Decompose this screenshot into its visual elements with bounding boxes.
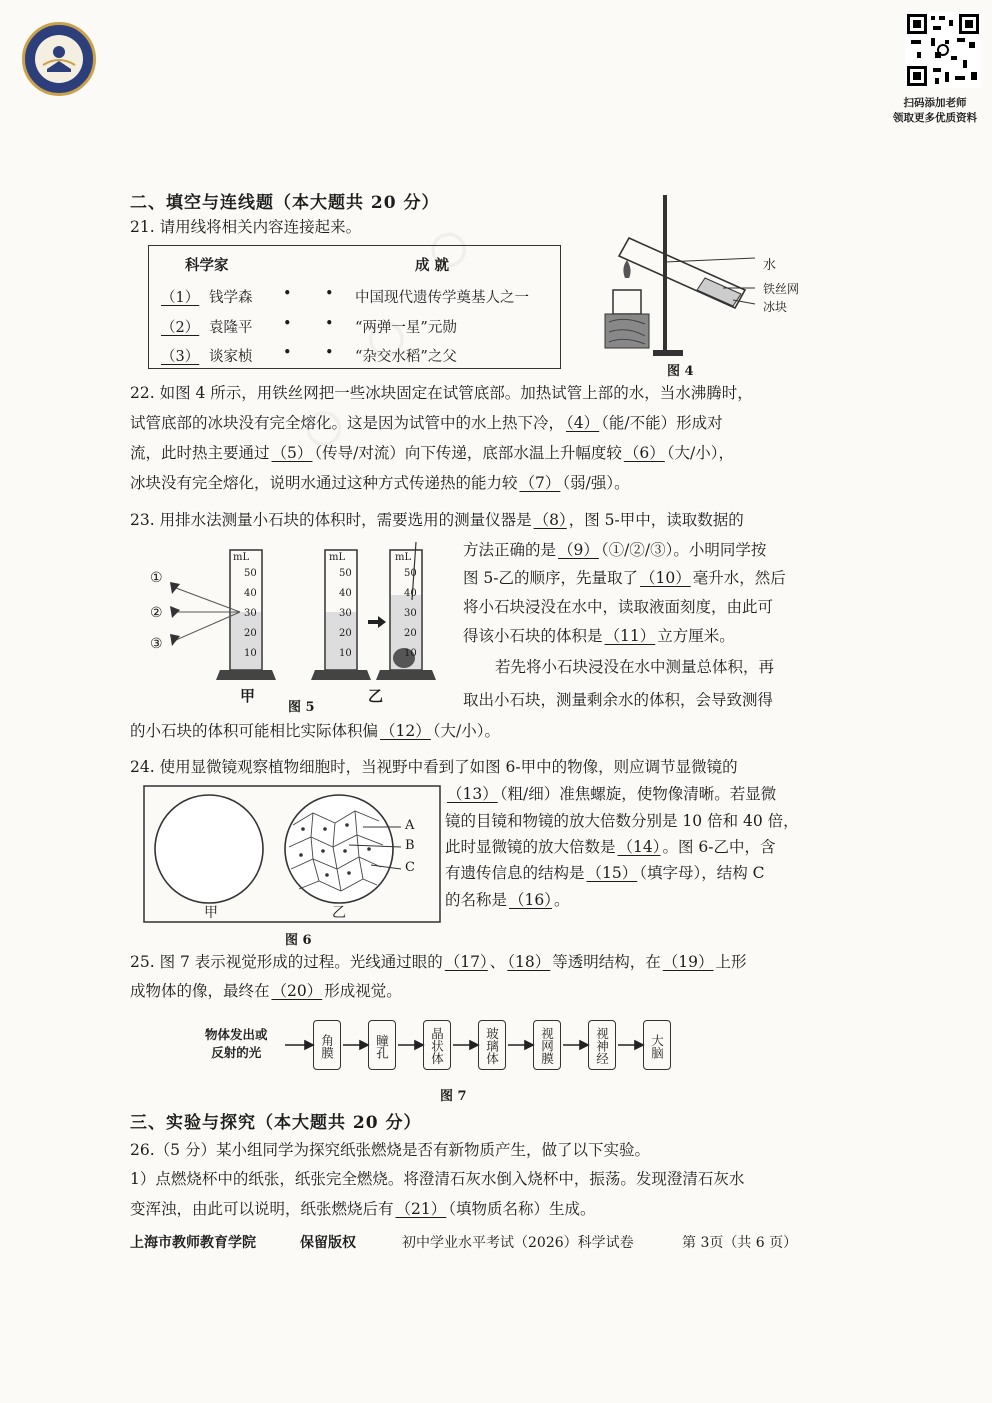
blank-15[interactable]: （15） xyxy=(586,864,638,882)
q21-matching-table xyxy=(148,245,561,369)
q25-text: 等透明结构，在 xyxy=(552,953,661,971)
fig7-caption: 图 7 xyxy=(440,1089,467,1104)
row3-dot-right[interactable]: • xyxy=(325,345,334,361)
footer-rights: 保留版权 xyxy=(300,1235,356,1251)
fig7-step-brain: 大脑 xyxy=(643,1020,671,1070)
q26-text: 变浑浊，由此可以说明，纸张燃烧后有 xyxy=(130,1200,394,1218)
fig6-label-c: C xyxy=(405,860,415,875)
row2-dot-left[interactable]: • xyxy=(283,316,292,332)
qr-caption-line-1: 扫码添加老师 xyxy=(903,97,967,109)
blank-9[interactable]: （9） xyxy=(558,541,599,559)
fig7-step-optic-nerve: 视神经 xyxy=(588,1020,616,1070)
blank-13[interactable]: （13） xyxy=(447,785,498,803)
col-scientist: 科学家 xyxy=(185,257,229,274)
q23-text: 毫升水，然后 xyxy=(692,569,786,587)
q21-stem: 21. 请用线将相关内容连接起来。 xyxy=(130,218,362,236)
q22-text: 冰块没有完全熔化，说明水通过这种方式传递热的能力较 xyxy=(130,474,518,492)
fig4-label-ice: 冰块 xyxy=(763,300,788,314)
q22-text: （传导/对流）向下传递，底部水温上升幅度较 xyxy=(314,444,622,462)
row2-num: （2） xyxy=(161,320,200,336)
fig5-caption: 图 5 xyxy=(288,700,315,715)
q23-text: 的小石块的体积可能相比实际体积偏 xyxy=(130,722,379,740)
blank-10[interactable]: （10） xyxy=(640,569,691,587)
q23-line-3 xyxy=(463,563,786,593)
row1-num: （1） xyxy=(161,290,200,306)
q26-para-1: 1）点燃烧杯中的纸张，纸张完全燃烧。将澄清石灰水倒入烧杯中，振荡。发现澄清石灰水 xyxy=(130,1170,745,1188)
figure-5-diagram xyxy=(140,540,440,710)
blank-14[interactable]: （14） xyxy=(617,838,661,856)
q24-text: 。图 6-乙中，含 xyxy=(662,838,776,856)
tick-label: 10 xyxy=(404,648,417,659)
tick-label: 40 xyxy=(339,588,352,599)
fig5-tick-labels-1 xyxy=(244,564,257,664)
fig6-caption: 图 6 xyxy=(285,933,312,948)
qr-code[interactable] xyxy=(905,12,981,88)
tick-label: 20 xyxy=(244,628,257,639)
blank-21[interactable]: （21） xyxy=(395,1200,447,1218)
figure-4-diagram xyxy=(595,190,805,360)
row1-name: 钱学森 xyxy=(209,290,253,306)
q22-line-2 xyxy=(130,408,723,438)
blank-11[interactable]: （11） xyxy=(604,627,656,645)
q25-text: 形成视觉。 xyxy=(324,982,402,1000)
q23-text: 23. 用排水法测量小石块的体积时，需要选用的测量仪器是 xyxy=(130,511,532,529)
q23-line-4: 将小石块浸没在水中，读取液面刻度，由此可 xyxy=(463,598,774,616)
q25-line-1 xyxy=(130,947,747,977)
tick-label: 50 xyxy=(339,568,352,579)
q25-text: 25. 图 7 表示视觉形成的过程。光线通过眼的 xyxy=(130,953,443,971)
eye-label-1: ① xyxy=(150,570,163,586)
q24-line-5 xyxy=(445,858,765,888)
q22-line-1: 22. 如图 4 所示，用铁丝网把一些冰块固定在试管底部。加热试管上部的水，当水沸腾时， xyxy=(130,384,753,402)
blank-6[interactable]: （6） xyxy=(623,444,665,462)
q22-line-3 xyxy=(130,438,734,468)
fig7-step-cornea: 角膜 xyxy=(313,1020,341,1070)
q23-line-2 xyxy=(463,535,766,565)
q22-text: （大/小）， xyxy=(666,444,734,462)
fig7-step-vitreous: 玻璃体 xyxy=(478,1020,506,1070)
row3-name: 谈家桢 xyxy=(209,349,253,365)
row3-achievement: “杂交水稻”之父 xyxy=(355,349,457,365)
q26-text: （填物质名称）生成。 xyxy=(448,1200,596,1218)
tick-label: 50 xyxy=(404,568,417,579)
blank-7[interactable]: （7） xyxy=(519,474,561,492)
q22-text: （弱/强）。 xyxy=(562,474,630,492)
tick-label: 10 xyxy=(244,648,257,659)
row3-dot-left[interactable]: • xyxy=(283,345,292,361)
q24-text: 有遗传信息的结构是 xyxy=(445,864,585,882)
blank-12[interactable]: （12） xyxy=(380,722,431,740)
tick-label: 20 xyxy=(339,628,352,639)
fig5-unit-label-3: mL xyxy=(395,552,412,563)
row1-dot-left[interactable]: • xyxy=(283,286,292,302)
blank-4[interactable]: （4） xyxy=(566,414,600,432)
fig7-step-retina: 视网膜 xyxy=(533,1020,561,1070)
fig6-label-b: B xyxy=(405,838,415,853)
q24-line-6 xyxy=(445,885,570,915)
q25-text: 成物体的像，最终在 xyxy=(130,982,270,1000)
fig7-start-text xyxy=(205,1026,268,1062)
qr-caption xyxy=(880,96,990,126)
fig4-label-water: 水 xyxy=(763,258,777,273)
q24-text: 此时显微镜的放大倍数是 xyxy=(445,838,616,856)
q23-line-8 xyxy=(130,716,500,746)
tick-label: 20 xyxy=(404,628,417,639)
blank-5[interactable]: （5） xyxy=(271,444,313,462)
q23-line-7: 取出小石块，测量剩余水的体积，会导致测得 xyxy=(463,691,774,709)
row2-dot-right[interactable]: • xyxy=(325,316,334,332)
fig6-label-a: A xyxy=(405,818,415,833)
figure-6-diagram xyxy=(143,785,443,925)
fig5-label-yi: 乙 xyxy=(368,687,384,705)
q23-line-6: 若先将小石块浸没在水中测量总体积，再 xyxy=(495,658,775,676)
q24-text: （粗/细）准焦螺旋，使物像清晰。若显微 xyxy=(499,785,777,803)
q25-text: 、 xyxy=(489,953,506,971)
fig7-start-line-2: 反射的光 xyxy=(211,1045,262,1060)
q25-text: 上形 xyxy=(715,953,747,971)
q23-text: 立方厘米。 xyxy=(657,627,735,645)
fig5-tick-labels-3 xyxy=(404,564,417,664)
blank-8[interactable]: （8） xyxy=(533,511,567,529)
fig7-step-pupil: 瞳孔 xyxy=(368,1020,396,1070)
fig6-label-yi: 乙 xyxy=(332,905,346,921)
q24-line-1: 24. 使用显微镜观察植物细胞时，当视野中看到了如图 6-甲中的物像，则应调节显微镜的 xyxy=(130,758,738,776)
section-2-title: 二、填空与连线题（本大题共 20 分） xyxy=(130,193,440,213)
tick-label: 30 xyxy=(339,608,352,619)
q22-text: 试管底部的冰块没有完全熔化。这是因为试管中的水上热下冷， xyxy=(130,414,565,432)
q26-stem: 26.（5 分）某小组同学为探究纸张燃烧是否有新物质产生，做了以下实验。 xyxy=(130,1141,650,1159)
tick-label: 30 xyxy=(404,608,417,619)
eye-label-2: ② xyxy=(150,605,163,621)
q25-line-2 xyxy=(130,976,402,1006)
section-3-title: 三、实验与探究（本大题共 20 分） xyxy=(130,1113,422,1133)
q23-text: （大/小）。 xyxy=(432,722,500,740)
q24-line-2 xyxy=(445,779,776,809)
fig5-label-jia: 甲 xyxy=(240,687,256,705)
q23-text: （①/②/③）。小明同学按 xyxy=(600,541,767,559)
q26-para-2 xyxy=(130,1194,596,1224)
q23-line-1 xyxy=(130,505,744,535)
q23-line-5 xyxy=(463,621,735,651)
eye-label-3: ③ xyxy=(150,636,163,652)
footer-publisher: 上海市教师教育学院 xyxy=(130,1235,256,1251)
tick-label: 50 xyxy=(244,568,257,579)
fig5-tick-labels-2 xyxy=(339,564,352,664)
tick-label: 10 xyxy=(339,648,352,659)
blank-16[interactable]: （16） xyxy=(509,891,552,909)
row1-dot-right[interactable]: • xyxy=(325,286,334,302)
q24-text: 。 xyxy=(554,891,570,909)
q24-text: （填字母），结构 C xyxy=(639,864,765,882)
q24-line-3: 镜的目镜和物镜的放大倍数分别是 10 倍和 40 倍， xyxy=(445,812,799,830)
tick-label: 40 xyxy=(244,588,257,599)
fig7-step-lens: 晶状体 xyxy=(423,1020,451,1070)
q22-text: （能/不能）形成对 xyxy=(601,414,723,432)
col-achievement: 成 就 xyxy=(415,257,450,274)
school-logo xyxy=(22,22,96,96)
blank-17[interactable]: （17） xyxy=(444,953,488,971)
q23-text: 方法正确的是 xyxy=(463,541,557,559)
blank-20[interactable]: （20） xyxy=(271,982,323,1000)
tick-label: 40 xyxy=(404,588,417,599)
fig5-unit-label-1: mL xyxy=(233,552,250,563)
q23-text: ，图 5-甲中，读取数据的 xyxy=(568,511,744,529)
fig4-caption: 图 4 xyxy=(667,364,694,379)
row2-name: 袁隆平 xyxy=(209,320,253,336)
blank-18[interactable]: （18） xyxy=(507,953,551,971)
q24-text: 的名称是 xyxy=(445,891,508,909)
footer-exam: 初中学业水平考试（2026）科学试卷 xyxy=(402,1235,634,1251)
q22-text: 流，此时热主要通过 xyxy=(130,444,270,462)
row2-achievement: “两弹一星”元勋 xyxy=(355,320,457,336)
q22-line-4 xyxy=(130,468,630,498)
footer-page: 第 3页（共 6 页） xyxy=(682,1235,798,1251)
fig4-label-mesh: 铁丝网 xyxy=(763,282,800,296)
fig5-unit-label-2: mL xyxy=(329,552,346,563)
fig6-label-jia: 甲 xyxy=(204,905,218,921)
row3-num: （3） xyxy=(161,349,200,365)
blank-19[interactable]: （19） xyxy=(662,953,714,971)
tick-label: 30 xyxy=(244,608,257,619)
fig7-start-line-1: 物体发出或 xyxy=(205,1027,268,1042)
qr-caption-line-2: 领取更多优质资料 xyxy=(893,112,977,124)
q23-text: 得该小石块的体积是 xyxy=(463,627,603,645)
row1-achievement: 中国现代遗传学奠基人之一 xyxy=(355,290,529,306)
q23-text: 图 5-乙的顺序，先量取了 xyxy=(463,569,639,587)
